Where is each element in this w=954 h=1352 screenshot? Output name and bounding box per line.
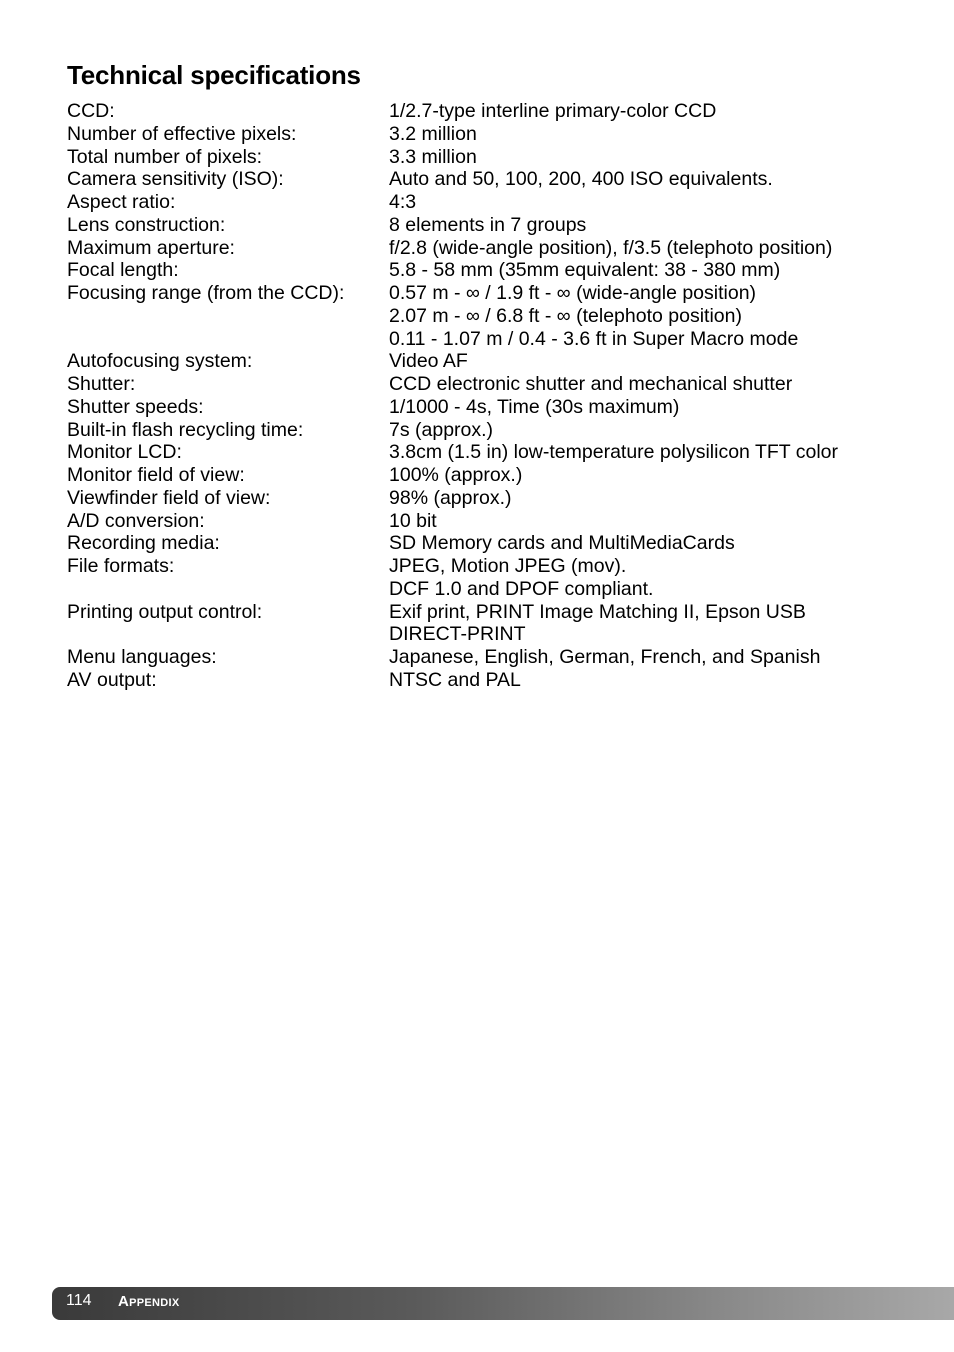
spec-row	[67, 191, 927, 214]
spec-values	[389, 487, 927, 510]
spec-value: 3.2 million	[389, 122, 477, 145]
spec-value: 3.3 million	[389, 145, 477, 168]
spec-row	[67, 532, 927, 555]
spec-values	[389, 168, 927, 191]
spec-label: Total number of pixels:	[67, 145, 263, 168]
spec-row	[67, 123, 927, 146]
spec-value: JPEG, Motion JPEG (mov).	[389, 555, 627, 577]
spec-row	[67, 669, 927, 692]
spec-row	[67, 350, 927, 373]
spec-value: NTSC and PAL	[389, 668, 521, 691]
spec-values	[389, 601, 927, 647]
spec-value: SD Memory cards and MultiMediaCards	[389, 532, 735, 555]
spec-value: DIRECT-PRINT	[389, 623, 526, 646]
spec-value: DCF 1.0 and DPOF compliant.	[389, 577, 654, 600]
page-title: Technical specifications	[67, 60, 361, 90]
spec-label: Built-in flash recycling time:	[67, 418, 304, 441]
spec-row	[67, 601, 927, 647]
spec-values	[389, 100, 927, 123]
spec-value: 5.8 - 58 mm (35mm equivalent: 38 - 380 mm)	[389, 259, 781, 282]
spec-row	[67, 214, 927, 237]
spec-label: Maximum aperture:	[67, 236, 235, 259]
spec-values	[389, 350, 927, 373]
spec-values	[389, 259, 927, 282]
spec-value: 98% (approx.)	[389, 486, 512, 509]
spec-values	[389, 441, 927, 464]
spec-values	[389, 396, 927, 419]
spec-row	[67, 441, 927, 464]
spec-label: Monitor field of view:	[67, 464, 245, 486]
spec-row	[67, 168, 927, 191]
spec-row	[67, 100, 927, 123]
spec-values	[389, 510, 927, 533]
spec-label: Viewfinder field of view:	[67, 486, 271, 509]
spec-row	[67, 646, 927, 669]
spec-value: 8 elements in 7 groups	[389, 213, 587, 236]
spec-label: AV output:	[67, 668, 157, 691]
spec-label: Aspect ratio:	[67, 191, 176, 213]
spec-label: Autofocusing system:	[67, 350, 253, 373]
spec-label: Monitor LCD:	[67, 441, 182, 464]
spec-values	[389, 555, 927, 601]
spec-label: Number of effective pixels:	[67, 122, 297, 145]
spec-row	[67, 146, 927, 169]
spec-values	[389, 532, 927, 555]
spec-value: 2.07 m - ∞ / 6.8 ft - ∞ (telephoto position)	[389, 304, 742, 327]
spec-value: f/2.8 (wide-angle position), f/3.5 (telephoto position)	[389, 236, 833, 259]
spec-row	[67, 282, 927, 350]
spec-value: Video AF	[389, 350, 468, 373]
spec-value: 3.8cm (1.5 in) low-temperature polysilicon TFT color	[389, 441, 839, 464]
spec-value: 100% (approx.)	[389, 464, 523, 486]
spec-value: 0.11 - 1.07 m / 0.4 - 3.6 ft in Super Macro mode	[389, 327, 799, 350]
spec-values	[389, 646, 927, 669]
spec-value: 1/2.7-type interline primary-color CCD	[389, 100, 717, 122]
spec-values	[389, 419, 927, 442]
spec-label: Camera sensitivity (ISO):	[67, 168, 284, 191]
section-name: Appendix	[118, 1293, 180, 1310]
spec-row	[67, 464, 927, 487]
spec-label: Lens construction:	[67, 213, 226, 236]
spec-row	[67, 259, 927, 282]
spec-values	[389, 191, 927, 214]
spec-values	[389, 123, 927, 146]
spec-value: 7s (approx.)	[389, 418, 494, 441]
spec-label: Printing output control:	[67, 600, 263, 623]
spec-values	[389, 464, 927, 487]
spec-values	[389, 214, 927, 237]
page-number: 114	[66, 1292, 92, 1309]
spec-value: 0.57 m - ∞ / 1.9 ft - ∞ (wide-angle position)	[389, 282, 757, 304]
spec-label: File formats:	[67, 555, 175, 577]
spec-value: Auto and 50, 100, 200, 400 ISO equivalents.	[389, 168, 773, 191]
spec-label: Recording media:	[67, 532, 220, 555]
spec-values	[389, 669, 927, 692]
spec-row	[67, 237, 927, 260]
spec-row	[67, 510, 927, 533]
spec-label: Shutter speeds:	[67, 395, 204, 418]
spec-values	[389, 282, 927, 350]
spec-label: A/D conversion:	[67, 509, 205, 532]
spec-row	[67, 555, 927, 601]
spec-label: CCD:	[67, 100, 115, 122]
spec-label: Focusing range (from the CCD):	[67, 282, 345, 304]
spec-values	[389, 373, 927, 396]
spec-label: Shutter:	[67, 373, 136, 395]
spec-row	[67, 396, 927, 419]
spec-value: Japanese, English, German, French, and Spanish	[389, 646, 821, 668]
spec-list	[67, 100, 927, 692]
spec-row	[67, 487, 927, 510]
spec-value: CCD electronic shutter and mechanical shutter	[389, 373, 793, 395]
spec-value: 1/1000 - 4s, Time (30s maximum)	[389, 395, 680, 418]
spec-values	[389, 146, 927, 169]
footer-bar	[52, 1287, 954, 1320]
spec-row	[67, 419, 927, 442]
spec-value: Exif print, PRINT Image Matching II, Epson USB	[389, 600, 806, 623]
spec-values	[389, 237, 927, 260]
spec-label: Menu languages:	[67, 646, 217, 668]
spec-value: 4:3	[389, 191, 417, 213]
spec-label: Focal length:	[67, 259, 179, 282]
spec-value: 10 bit	[389, 509, 437, 532]
spec-row	[67, 373, 927, 396]
